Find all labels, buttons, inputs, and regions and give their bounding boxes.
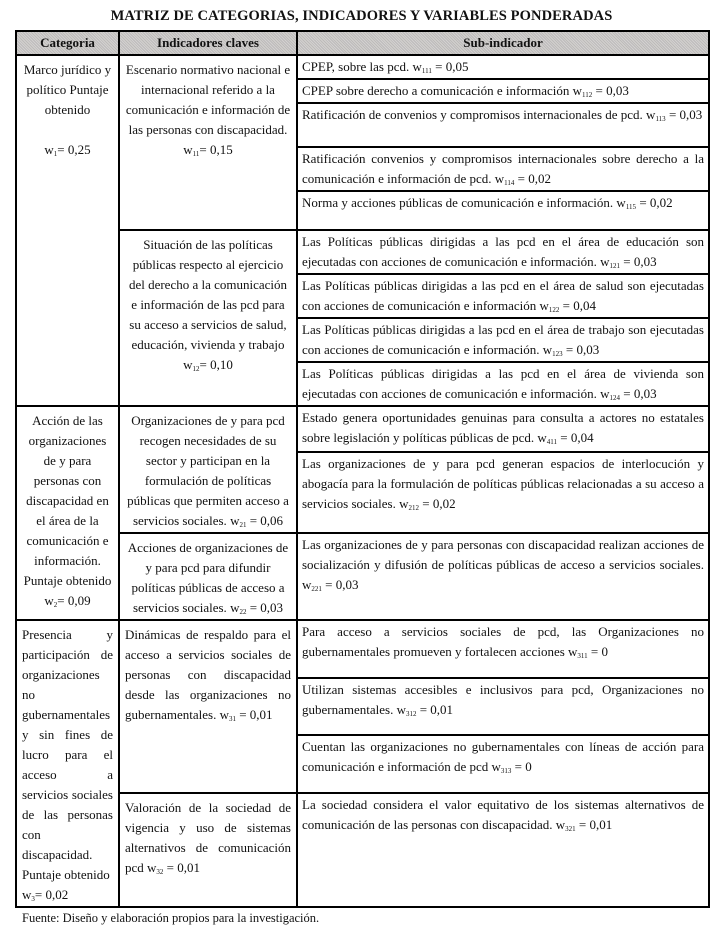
indicator-text: Organizaciones de y para pcd recogen necesidades de su sector y participan en la formulación de políticas públicas que permiten acceso a servicios sociales. — [127, 413, 289, 528]
category-cell — [16, 620, 119, 907]
weight-subscript: 121 — [609, 262, 621, 270]
weight-value: = 0,03 — [620, 254, 657, 269]
subindicator-cell — [297, 793, 709, 907]
weight-subscript: 31 — [228, 715, 236, 723]
subindicator-text: CPEP sobre derecho a comunicación e información — [302, 83, 573, 98]
indicator-text: Acciones de organizaciones de y para pcd para difundir políticas públicas de acceso a servicios sociales. — [127, 540, 289, 615]
subindicator-cell — [297, 55, 709, 79]
weight-label: w — [494, 171, 505, 186]
weight-subscript: 3 — [31, 895, 35, 903]
table-header-row — [16, 31, 709, 55]
subindicator-weight — [573, 83, 629, 98]
weight-subscript: 2 — [53, 601, 58, 609]
weight-subscript: 1 — [53, 150, 58, 158]
subindicator-text: Ratificación convenios y compromisos internacionales sobre derecho a la comunicación e información de pcd. — [302, 151, 704, 186]
subindicator-cell — [297, 147, 709, 191]
subindicator-text: Las organizaciones de y para pcd generan espacios de interlocución y abogacía para la formulación de políticas públicas relacionadas a su acceso a servicios sociales. — [302, 455, 704, 511]
weight-subscript: 313 — [500, 767, 512, 776]
subindicator-cell — [297, 362, 709, 406]
weight-label: w — [44, 593, 54, 608]
weight-label: w — [44, 142, 54, 157]
category-weight — [22, 885, 113, 905]
subindicator-cell — [297, 533, 709, 620]
subindicator-weight — [646, 107, 702, 122]
subindicator-weight — [543, 342, 599, 357]
category-weight — [22, 140, 113, 160]
subindicator-text: Norma y acciones públicas de comunicación e información. — [302, 195, 617, 210]
subindicator-cell — [297, 620, 709, 678]
subindicator-text: Cuentan las organizaciones no gubernamentales con líneas de acción para comunicación e información de pcd — [302, 739, 704, 775]
subindicator-text: Las Políticas públicas dirigidas a las pcd en el área de vivienda son ejecutadas con acciones de comunicación e información. — [302, 366, 704, 401]
weight-value: = 0,02 — [636, 195, 673, 210]
subindicator-text: CPEP, sobre las pcd. — [302, 59, 413, 74]
weight-value: = 0,01 — [163, 859, 201, 875]
weight-subscript: 311 — [577, 652, 588, 660]
weight-subscript: 221 — [311, 585, 322, 593]
table-row — [16, 406, 709, 452]
weight-value: = 0,03 — [665, 107, 703, 122]
indicator-cell — [119, 533, 297, 620]
indicator-text: Situación de las políticas públicas respecto al ejercicio del derecho a la comunicación e información de las pcd para su acceso a servicios de salud, educación, vivienda y trabajo — [128, 237, 288, 352]
category-weight — [22, 591, 113, 611]
weight-subscript: 321 — [565, 824, 576, 833]
category-cell — [16, 406, 119, 620]
subindicator-weight — [556, 817, 612, 832]
subindicator-text: Las organizaciones de y para personas con discapacidad realizan acciones de socialización y difusión de políticas públicas de acceso a servicios sociales. — [302, 537, 704, 572]
weight-value: = 0,25 — [57, 142, 91, 157]
indicator-weight — [147, 860, 200, 875]
table-row — [16, 533, 709, 620]
indicator-weight — [220, 707, 273, 722]
table-body — [16, 55, 709, 907]
category-text: Acción de las organizaciones de y para personas con discapacidad en el área de la comunicación e información. Puntaje obtenido — [23, 413, 112, 588]
weight-subscript: 114 — [504, 179, 515, 187]
indicator-text: Escenario normativo nacional e internacional referido a la comunicación e información de las personas con discapacidad. — [125, 62, 291, 137]
subindicator-weight — [568, 644, 608, 659]
weight-label: w — [539, 298, 549, 313]
subindicator-cell — [297, 274, 709, 318]
weight-value: = 0,03 — [620, 386, 657, 401]
subindicator-text: Para acceso a servicios sociales de pcd, las Organizaciones no gubernamentales promueven y fortalecen acciones — [302, 624, 704, 659]
subindicator-cell — [297, 735, 709, 793]
weight-value: = 0,10 — [199, 357, 233, 372]
category-cell — [16, 55, 119, 406]
indicator-text: Dinámicas de respaldo para el acceso a servicios sociales de personas con discapacidad desde las organizaciones no gubernamentales. — [125, 627, 291, 722]
weight-label: w — [537, 430, 547, 445]
table-title: MATRIZ DE CATEGORIAS, INDICADORES Y VARIABLES PONDERADAS — [110, 8, 613, 24]
weight-value: = 0,01 — [575, 816, 613, 832]
weight-subscript: 113 — [655, 115, 666, 123]
weight-subscript: 12 — [192, 365, 200, 373]
weight-subscript: 112 — [582, 91, 593, 99]
weight-label: w — [396, 701, 406, 717]
subindicator-text: Utilizan sistemas accesibles e inclusivos para pcd, Organizaciones no gubernamentales. — [302, 681, 704, 717]
subindicator-cell — [297, 678, 709, 736]
weight-value: = 0,05 — [431, 59, 469, 74]
weight-label: w — [600, 254, 610, 269]
weight-label: w — [302, 577, 312, 592]
weight-label: w — [646, 107, 656, 122]
indicator-weight — [230, 600, 283, 615]
weight-label: w — [183, 357, 193, 372]
subindicator-cell — [297, 452, 709, 533]
indicator-cell — [119, 620, 297, 793]
subindicator-cell — [297, 230, 709, 274]
weight-label: w — [22, 887, 32, 902]
header-category: Categoria — [16, 31, 119, 55]
weight-label: w — [412, 59, 422, 74]
weight-value: = 0,03 — [246, 600, 284, 615]
subindicator-text: Las Políticas públicas dirigidas a las pcd en el área de salud son ejecutadas con acciones de comunicación e información — [302, 278, 704, 313]
weight-subscript: 212 — [408, 503, 420, 512]
subindicator-weight — [540, 298, 596, 313]
weight-subscript: 21 — [239, 521, 247, 529]
weight-value: = 0,03 — [562, 342, 600, 357]
weight-value: = 0,04 — [559, 298, 596, 313]
subindicator-text: Las Políticas públicas dirigidas a las pcd en el área de trabajo son ejecutadas con acciones de comunicación e información. — [302, 322, 704, 357]
weight-subscript: 22 — [239, 608, 247, 616]
weight-value: = 0,02 — [419, 495, 456, 511]
weight-value: = 0,02 — [34, 887, 69, 902]
subindicator-cell — [297, 79, 709, 103]
weight-subscript: 32 — [156, 867, 164, 876]
source-footnote: Fuente: Diseño y elaboración propios para la investigación. — [22, 911, 320, 925]
subindicator-text: Ratificación de convenios y compromisos internacionales de pcd. — [302, 107, 647, 122]
table-row — [16, 230, 709, 274]
subindicator-text: Estado genera oportunidades genuinas para consulta a actores no estatales sobre legislación y políticas públicas de pcd. — [302, 410, 704, 445]
weight-value: = 0,15 — [199, 142, 233, 157]
weight-value: = 0,02 — [514, 171, 551, 186]
weight-label: w — [399, 495, 409, 511]
weight-value: = 0,03 — [321, 577, 359, 592]
table-row — [16, 55, 709, 79]
weight-value: = 0,01 — [235, 707, 273, 722]
weight-label: w — [572, 83, 583, 98]
weight-label: w — [555, 816, 566, 832]
weight-value: = 0 — [587, 644, 609, 659]
weight-label: w — [219, 707, 229, 722]
weight-value: = 0,06 — [246, 513, 284, 528]
weighted-matrix-table — [15, 30, 710, 908]
subindicator-weight — [495, 171, 551, 186]
subindicator-weight — [413, 59, 469, 74]
weight-label: w — [600, 386, 610, 401]
indicator-cell — [119, 406, 297, 533]
indicator-text: Valoración de la sociedad de vigencia y uso de sistemas alternativos de comunicación pcd — [125, 799, 291, 875]
header-subindicator: Sub-indicador — [297, 31, 709, 55]
subindicator-weight — [616, 195, 672, 210]
subindicator-weight — [302, 577, 358, 592]
indicator-cell — [119, 230, 297, 406]
weight-subscript: 111 — [421, 67, 432, 75]
table-row — [16, 620, 709, 678]
category-text: Marco jurídico y político Puntaje obtenido — [23, 62, 112, 117]
weight-label: w — [230, 513, 240, 528]
indicator-weight — [230, 513, 283, 528]
subindicator-weight — [537, 430, 593, 445]
weight-value: = 0,01 — [416, 701, 454, 717]
weight-label: w — [183, 142, 193, 157]
weight-label: w — [491, 759, 501, 775]
subindicator-weight — [399, 496, 455, 511]
weight-value: = 0,09 — [57, 593, 91, 608]
subindicator-text: La sociedad considera el valor equitativo de los sistemas alternativos de comunicación de las personas con discapacidad. — [302, 796, 704, 832]
weight-subscript: 411 — [546, 438, 558, 446]
header-indicator: Indicadores claves — [119, 31, 297, 55]
subindicator-cell — [297, 318, 709, 362]
subindicator-cell — [297, 191, 709, 230]
weight-label: w — [568, 644, 578, 659]
subindicator-weight — [600, 386, 656, 401]
subindicator-weight — [492, 759, 532, 774]
indicator-cell — [119, 793, 297, 907]
category-text: Presencia y participación de organizaciones no gubernamentales y sin fines de lucro para el acceso a servicios sociales de las personas con discapacidad. Puntaje obtenido — [22, 627, 113, 882]
weight-value: = 0,03 — [592, 83, 629, 98]
weight-subscript: 124 — [609, 394, 621, 402]
subindicator-cell — [297, 103, 709, 147]
subindicator-cell — [297, 406, 709, 452]
subindicator-weight — [397, 702, 453, 717]
indicator-cell — [119, 55, 297, 230]
weight-label: w — [147, 859, 157, 875]
indicator-weight — [125, 140, 291, 160]
weight-subscript: 123 — [552, 350, 563, 358]
weight-value: = 0,04 — [557, 430, 594, 445]
weight-value: = 0 — [511, 759, 532, 775]
subindicator-weight — [600, 254, 656, 269]
weight-label: w — [230, 600, 240, 615]
weight-subscript: 11 — [192, 150, 200, 158]
weight-label: w — [616, 195, 626, 210]
indicator-weight — [125, 355, 291, 375]
weight-subscript: 115 — [625, 203, 637, 211]
weight-label: w — [542, 342, 553, 357]
weight-subscript: 312 — [405, 709, 417, 718]
subindicator-text: Las Políticas públicas dirigidas a las pcd en el área de educación son ejecutadas con acciones de comunicación e información. — [302, 234, 704, 269]
table-row — [16, 793, 709, 907]
weight-subscript: 122 — [548, 306, 560, 314]
